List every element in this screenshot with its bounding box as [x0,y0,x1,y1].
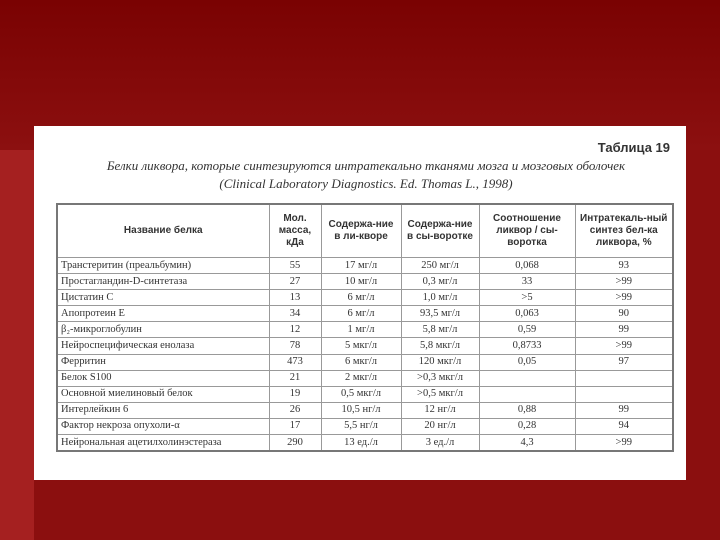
mol-mass-cell: 290 [269,435,321,452]
table-row [57,435,673,452]
csf-content-cell: 6 мг/л [321,306,401,322]
table-row [57,402,673,418]
csf-content-cell: 5,5 нг/л [321,418,401,434]
intrathecal-synthesis-cell: 93 [575,258,673,274]
intrathecal-synthesis-cell: >99 [575,435,673,452]
mol-mass-cell: 473 [269,354,321,370]
slide-content [34,126,686,480]
mol-mass-cell: 21 [269,370,321,386]
table-row [57,338,673,354]
protein-name-cell: Интерлейкин 6 [57,402,269,418]
mol-mass-cell: 26 [269,402,321,418]
table-row [57,274,673,290]
table-header-row [57,204,673,258]
protein-name-cell: Ферритин [57,354,269,370]
intrathecal-synthesis-cell: 97 [575,354,673,370]
csf-content-cell: 10,5 нг/л [321,402,401,418]
ratio-cell: >5 [479,290,575,306]
ratio-cell: 0,8733 [479,338,575,354]
table-row [57,290,673,306]
intrathecal-synthesis-cell [575,370,673,386]
serum-content-cell: 93,5 мг/л [401,306,479,322]
protein-name-cell: Основной миелиновый белок [57,386,269,402]
protein-name-cell: Цистатин С [57,290,269,306]
protein-name-cell: Нейроспецифическая енолаза [57,338,269,354]
header-serum-content: Содержа-ние в сы-воротке [401,204,479,258]
table-caption: Белки ликвора, которые синтезируются интратекально тканями мозга и мозговых оболочек [106,158,626,173]
slide-background-left [0,150,34,540]
csf-content-cell: 6 мг/л [321,290,401,306]
header-mol-mass: Мол. масса, кДа [269,204,321,258]
serum-content-cell: 5,8 мг/л [401,322,479,338]
serum-content-cell: 12 нг/л [401,402,479,418]
ratio-cell: 0,063 [479,306,575,322]
serum-content-cell: 1,0 мг/л [401,290,479,306]
mol-mass-cell: 78 [269,338,321,354]
header-ratio: Соотношение ликвор / сы-воротка [479,204,575,258]
csf-content-cell: 2 мкг/л [321,370,401,386]
table-row [57,370,673,386]
serum-content-cell: 20 нг/л [401,418,479,434]
intrathecal-synthesis-cell: >99 [575,274,673,290]
csf-content-cell: 6 мкг/л [321,354,401,370]
protein-name-cell: Простагландин-D-синтетаза [57,274,269,290]
protein-name-cell: Нейрональная ацетилхолинэстераза [57,435,269,452]
ratio-cell [479,386,575,402]
table-row [57,306,673,322]
table-source: (Clinical Laboratory Diagnostics. Ed. Thomas L., 1998) [219,176,513,191]
ratio-cell [479,370,575,386]
table-row [57,386,673,402]
table-row [57,354,673,370]
ratio-cell: 33 [479,274,575,290]
csf-content-cell: 5 мкг/л [321,338,401,354]
mol-mass-cell: 27 [269,274,321,290]
ratio-cell: 0,05 [479,354,575,370]
serum-content-cell: 0,3 мг/л [401,274,479,290]
ratio-cell: 0,28 [479,418,575,434]
csf-content-cell: 10 мг/л [321,274,401,290]
mol-mass-cell: 13 [269,290,321,306]
protein-name-cell: Белок S100 [57,370,269,386]
table-row [57,418,673,434]
ratio-cell: 0,068 [479,258,575,274]
intrathecal-synthesis-cell: 99 [575,322,673,338]
serum-content-cell: 250 мг/л [401,258,479,274]
ratio-cell: 0,88 [479,402,575,418]
protein-name-cell: Транстеритин (преальбумин) [57,258,269,274]
table-row [57,258,673,274]
table-label: Таблица 19 [597,140,670,155]
intrathecal-synthesis-cell: 90 [575,306,673,322]
mol-mass-cell: 19 [269,386,321,402]
table-row [57,322,673,338]
intrathecal-synthesis-cell: >99 [575,338,673,354]
csf-content-cell: 1 мг/л [321,322,401,338]
protein-name-cell: Апопротеин Е [57,306,269,322]
intrathecal-synthesis-cell: 99 [575,402,673,418]
header-intrathecal-synthesis: Интратекаль-ный синтез бел-ка ликвора, % [575,204,673,258]
intrathecal-synthesis-cell [575,386,673,402]
csf-content-cell: 17 мг/л [321,258,401,274]
protein-name-cell: β₂-микроглобулин [57,322,269,338]
intrathecal-synthesis-cell: >99 [575,290,673,306]
csf-content-cell: 0,5 мкг/л [321,386,401,402]
mol-mass-cell: 12 [269,322,321,338]
serum-content-cell: >0,5 мкг/л [401,386,479,402]
protein-name-cell: Фактор некроза опухоли-α [57,418,269,434]
serum-content-cell: 3 ед./л [401,435,479,452]
header-protein-name: Название белка [57,204,269,258]
mol-mass-cell: 17 [269,418,321,434]
ratio-cell: 4,3 [479,435,575,452]
intrathecal-synthesis-cell: 94 [575,418,673,434]
serum-content-cell: >0,3 мкг/л [401,370,479,386]
serum-content-cell: 120 мкг/л [401,354,479,370]
mol-mass-cell: 34 [269,306,321,322]
header-csf-content: Содержа-ние в ли-кворе [321,204,401,258]
serum-content-cell: 5,8 мкг/л [401,338,479,354]
protein-table [56,203,674,452]
mol-mass-cell: 55 [269,258,321,274]
ratio-cell: 0,59 [479,322,575,338]
csf-content-cell: 13 ед./л [321,435,401,452]
